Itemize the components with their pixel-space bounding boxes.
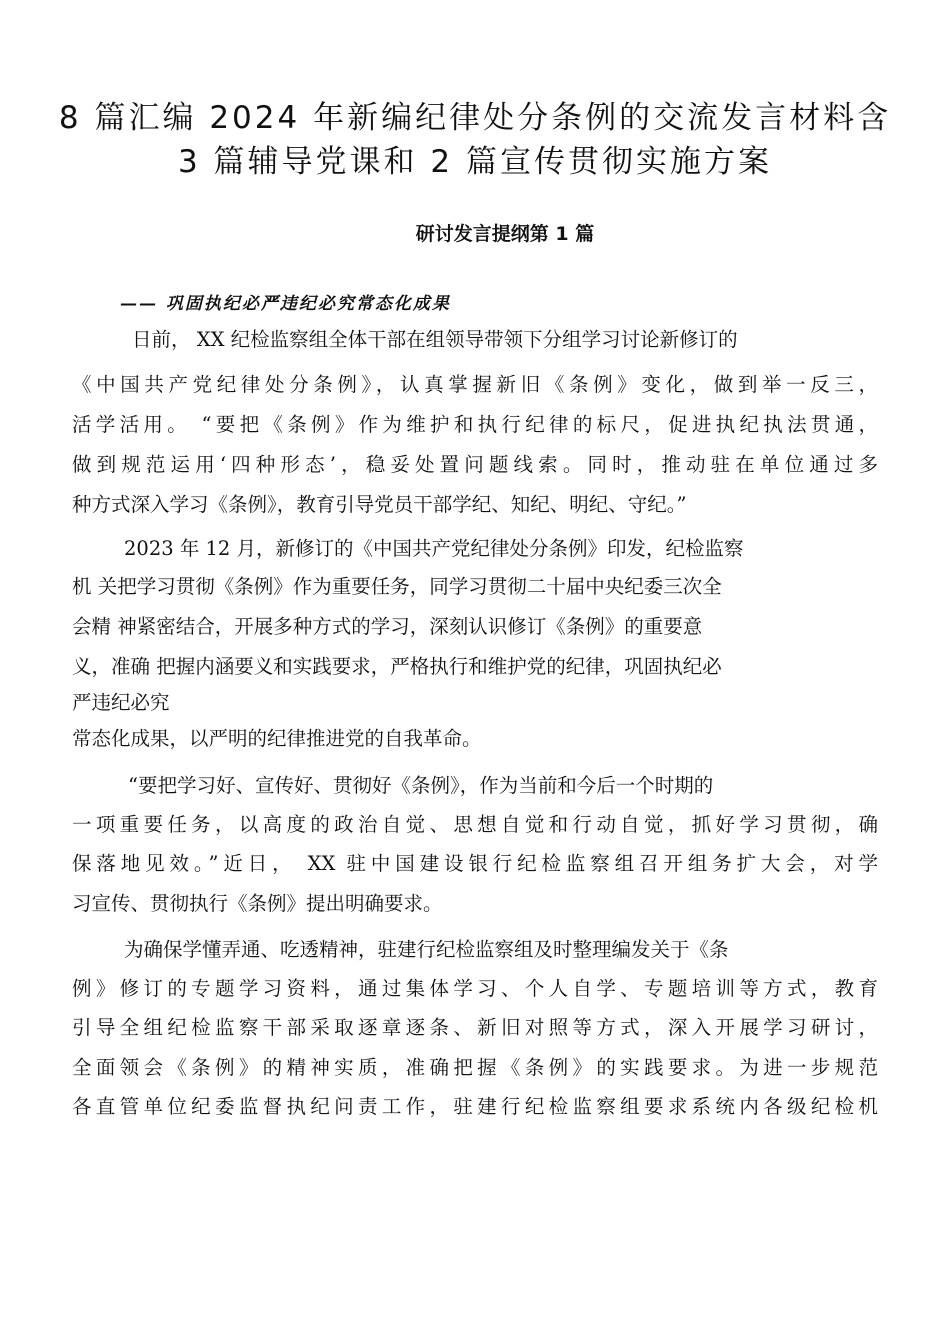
paragraph-line: 做到规范运用‘四种形态’，稳妥处置问题线索。同时，推动驻在单位通过多 bbox=[72, 453, 878, 476]
paragraph-line: 活学活用。 “要把《条例》作为维护和执行纪律的标尺，促进执纪执法贯通， bbox=[72, 413, 878, 436]
paragraph-line: 常态化成果，以严明的纪律推进党的自我革命。 bbox=[72, 727, 482, 750]
paragraph-line: 习宣传、贯彻执行《条例》提出明确要求。 bbox=[72, 892, 443, 915]
paragraph-line: 会精 神紧密结合，开展多种方式的学习，深刻认识修订《条例》的重要意 bbox=[72, 615, 703, 638]
paragraph-line: 一项重要任务，以高度的政治自觉、思想自觉和行动自觉，抓好学习贯彻，确 bbox=[72, 813, 878, 836]
title-line-1: 8 篇汇编 2024 年新编纪律处分条例的交流发言材料含 bbox=[58, 100, 892, 136]
document-title bbox=[40, 96, 910, 184]
paragraph-line: 严违纪必究 bbox=[72, 691, 170, 714]
paragraph-line: 机 关把学习贯彻《条例》作为重要任务，同学习贯彻二十届中央纪委三次全 bbox=[72, 575, 722, 598]
section-subtitle: —— 巩固执纪必严违纪必究常态化成果 bbox=[120, 294, 451, 314]
title-line-2: 3 篇辅导党课和 2 篇宣传贯彻实施方案 bbox=[177, 144, 772, 180]
paragraph-line: 为确保学懂弄通、吃透精神，驻建行纪检监察组及时整理编发关于《条 bbox=[124, 938, 729, 961]
paragraph-line: 保落地见效。”近日， XX 驻中国建设银行纪检监察组召开组务扩大会，对学 bbox=[72, 852, 878, 875]
paragraph-line: 义，准确 把握内涵要义和实践要求，严格执行和维护党的纪律，巩固执纪必 bbox=[72, 655, 722, 678]
paragraph-line: 例》修订的专题学习资料，通过集体学习、个人自学、专题培训等方式，教育 bbox=[72, 977, 878, 1000]
paragraph-line: 日前， XX 纪检监察组全体干部在组领导带领下分组学习讨论新修订的 bbox=[132, 328, 738, 351]
section-heading: 研讨发言提纲第 1 篇 bbox=[415, 223, 595, 245]
paragraph-line: 各直管单位纪委监督执纪问责工作，驻建行纪检监察组要求系统内各级纪检机 bbox=[72, 1095, 878, 1118]
paragraph-line: 2023 年 12 月，新修订的《中国共产党纪律处分条例》印发，纪检监察 bbox=[124, 537, 744, 560]
paragraph-line: 种方式深入学习《条例》，教育引导党员干部学纪、知纪、明纪、守纪。” bbox=[72, 493, 687, 516]
paragraph-line: 全面领会《条例》的精神实质，准确把握《条例》的实践要求。为进一步规范 bbox=[72, 1056, 878, 1079]
paragraph-line: “要把学习好、宣传好、贯彻好《条例》，作为当前和今后一个时期的 bbox=[128, 774, 714, 797]
paragraph-line: 《中国共产党纪律处分条例》，认真掌握新旧《条例》变化，做到举一反三， bbox=[72, 373, 878, 396]
paragraph-line: 引导全组纪检监察干部采取逐章逐条、新旧对照等方式，深入开展学习研讨， bbox=[72, 1016, 878, 1039]
